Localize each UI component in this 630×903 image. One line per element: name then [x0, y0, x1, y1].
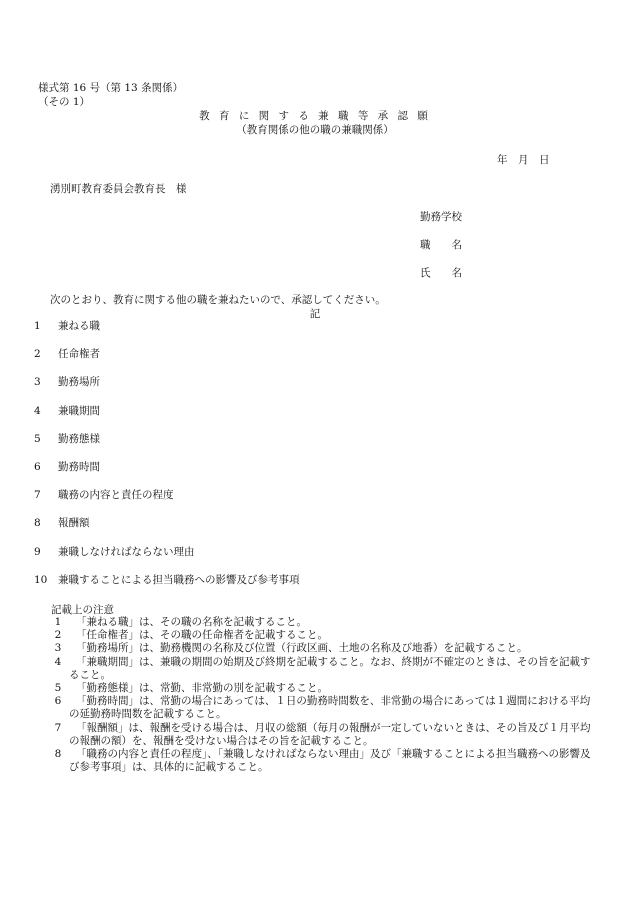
form-number: 様式第 16 号（第 13 条関係）: [38, 82, 184, 94]
note-number: 5: [54, 682, 62, 695]
note-text: 「兼ねる職」は、その職の名称を記載すること。: [76, 616, 307, 628]
notes-list: [51, 616, 596, 774]
item-number: 10: [34, 573, 48, 586]
position-label: 職 名: [420, 239, 462, 251]
list-item: [34, 376, 300, 404]
item-number: 8: [34, 517, 41, 530]
note-text: 「報酬額」は、報酬を受ける場合は、月収の総額（毎月の報酬が一定していないときは、その旨及び１月平均の報酬の額）を、報酬を受けない場合はその旨を記載すること。: [69, 721, 591, 747]
note-text: 「勤務時間」は、常勤の場合にあっては、１日の勤務時間数を、非常勤の場合にあっては１週間における平均の延勤務時間数を記載すること。: [69, 695, 591, 721]
list-item: [34, 489, 300, 517]
notes-heading: 記載上の注意: [51, 604, 114, 616]
item-label: 兼職しなければならない理由: [58, 545, 195, 558]
item-label: 兼ねる職: [58, 320, 100, 332]
note-number: 8: [54, 748, 62, 761]
note-text: 「兼職期間」は、兼職の期間の始期及び終期を記載すること。なお、終期が不確定のときは、その旨を記載すること。: [69, 655, 591, 681]
document-title: 教 育 に 関 す る 兼 職 等 承 認 願: [199, 110, 431, 122]
item-label: 職務の内容と責任の程度: [58, 489, 174, 502]
document-subtitle: （教育関係の他の職の兼職関係）: [236, 124, 394, 136]
list-item: [34, 546, 300, 574]
note-item: [51, 629, 596, 642]
item-number: 9: [34, 545, 41, 558]
item-number: 4: [34, 404, 41, 417]
date-line: 年 月 日: [497, 154, 550, 166]
form-sub-number: （その 1）: [38, 96, 91, 108]
note-number: 2: [54, 629, 62, 642]
note-number: 1: [54, 616, 62, 628]
list-item: [34, 433, 300, 461]
note-number: 6: [54, 695, 62, 708]
note-item: [51, 616, 596, 629]
item-label: 勤務態様: [58, 432, 100, 445]
item-label: 任命権者: [58, 348, 100, 361]
school-label: 勤務学校: [420, 211, 462, 223]
item-label: 兼職することによる担当職務への影響及び参考事項: [58, 573, 300, 586]
item-number: 1: [34, 320, 41, 332]
name-label: 氏 名: [420, 267, 462, 279]
list-item: [34, 461, 300, 489]
item-label: 報酬額: [58, 517, 90, 530]
list-item: [34, 517, 300, 545]
list-item: [34, 574, 300, 602]
list-item: [34, 320, 300, 348]
note-number: 7: [54, 721, 62, 734]
item-number: 6: [34, 460, 41, 473]
item-number: 5: [34, 432, 41, 445]
note-item: [51, 695, 596, 721]
note-item: [51, 642, 596, 655]
note-item: [51, 748, 596, 774]
item-label: 兼職期間: [58, 404, 100, 417]
item-label: 勤務時間: [58, 460, 100, 473]
item-number: 7: [34, 489, 41, 502]
item-list: [34, 320, 300, 602]
note-number: 4: [54, 655, 62, 668]
note-item: [51, 682, 596, 695]
note-text: 「任命権者」は、その職の任命権者を記載すること。: [76, 629, 328, 642]
note-text: 「職務の内容と責任の程度」、「兼職しなければならない理由」及び「兼職することによる担当職務への影響及び参考事項」は、具体的に記載すること。: [69, 748, 591, 774]
item-label: 勤務場所: [58, 376, 100, 389]
item-number: 3: [34, 376, 41, 389]
item-number: 2: [34, 348, 41, 361]
addressee: 湧別町教育委員会教育長 様: [50, 183, 187, 195]
note-item: [51, 722, 596, 748]
note-text: 「勤務場所」は、勤務機関の名称及び位置（行政区画、土地の名称及び地番）を記載すること。: [76, 642, 528, 655]
list-item: [34, 348, 300, 376]
list-item: [34, 405, 300, 433]
note-text: 「勤務態様」は、常勤、非常勤の別を記載すること。: [76, 682, 328, 695]
intro-text: 次のとおり、教育に関する他の職を兼ねたいので、承認してください。: [50, 294, 386, 306]
note-number: 3: [54, 642, 62, 655]
ki-heading: 記: [309, 308, 321, 320]
note-item: [51, 656, 596, 682]
